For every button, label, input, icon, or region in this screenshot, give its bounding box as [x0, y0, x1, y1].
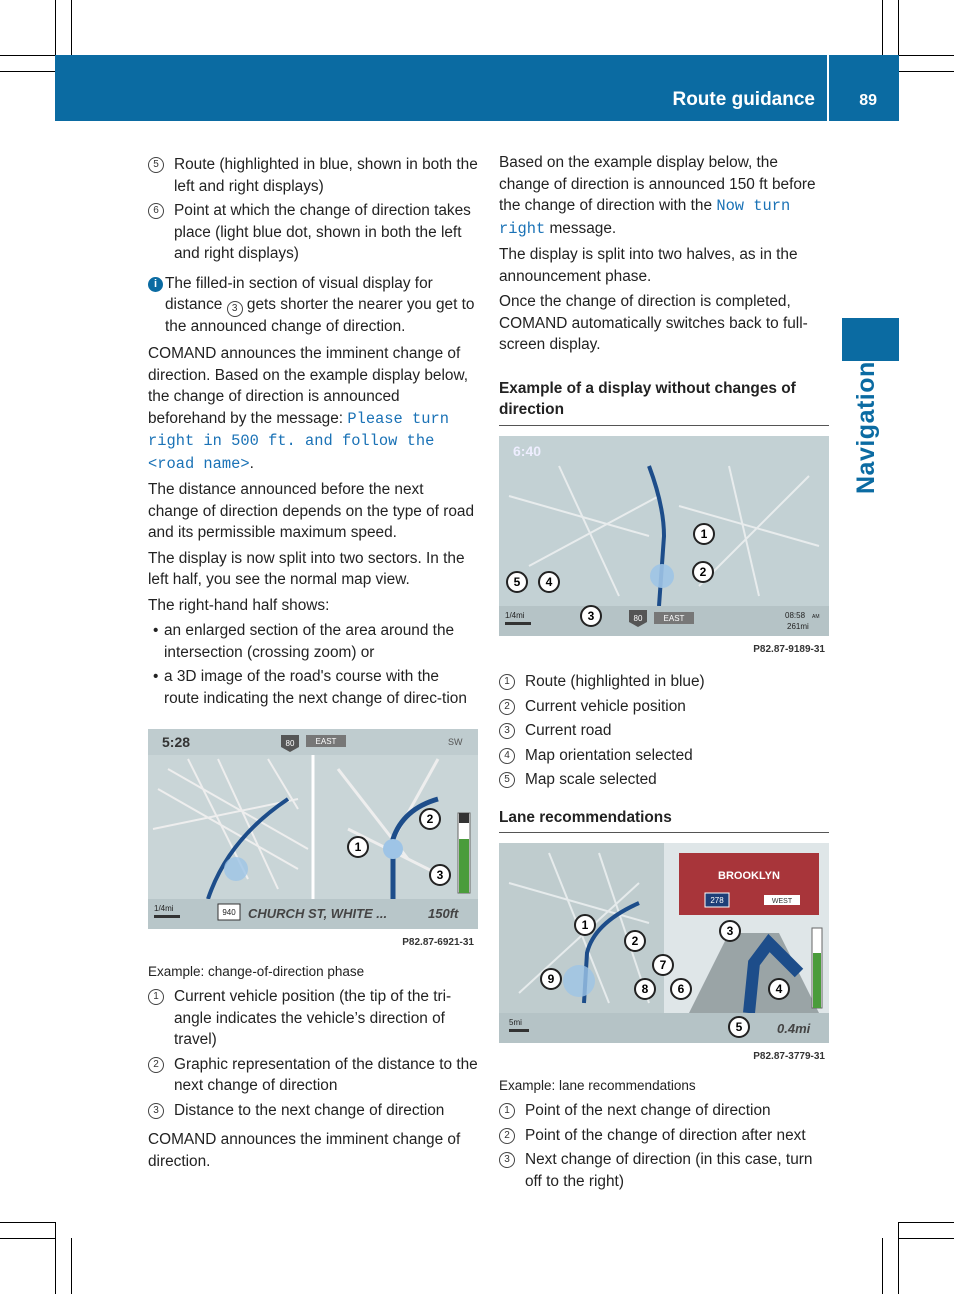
- list-item-text: Current road: [525, 722, 612, 739]
- crop-mark: [899, 55, 954, 56]
- callout-number: 4: [499, 748, 515, 764]
- crop-mark: [882, 0, 883, 55]
- paragraph-text: Based on the example display below, the change of direction is announced 150 ft before the change of direction with the: [499, 154, 816, 214]
- section-title: Route guidance: [672, 89, 815, 110]
- paragraph: The right-hand half shows:: [148, 596, 330, 614]
- figure-caption: Example: change-of-direction phase: [148, 963, 365, 979]
- scale-text: 5mi: [509, 1018, 522, 1027]
- callout-4: 4: [775, 982, 783, 996]
- paragraph-text: .: [249, 454, 254, 472]
- figure-reference: P82.87-6921-31: [148, 929, 478, 957]
- callout-8: 8: [641, 982, 649, 996]
- paragraph-text: COMAND announces the imminent change of direction. Based on the example display below, the change of direction is announced beforehand by the message:: [148, 345, 468, 427]
- callout-5: 5: [735, 1020, 743, 1034]
- scale-text: 1/4mi: [154, 904, 174, 913]
- figure-reference: P82.87-3779-31: [499, 1043, 829, 1071]
- callout-1: 1: [354, 840, 362, 854]
- section-heading: Example of a display without changes of direction: [499, 378, 829, 426]
- callout-6: 6: [677, 982, 685, 996]
- callout-2: 2: [426, 812, 434, 826]
- crop-mark: [0, 71, 55, 72]
- route-number: 940: [222, 908, 236, 917]
- figure-crossing-zoom: [148, 729, 478, 957]
- callout-7: 7: [659, 958, 667, 972]
- sign-direction: WEST: [771, 898, 793, 905]
- info-note: [148, 273, 478, 338]
- callout-number: 3: [148, 1103, 164, 1119]
- callout-3: 3: [587, 608, 595, 623]
- callout-number: 1: [499, 674, 515, 690]
- page-number: 89: [859, 92, 877, 109]
- list-item: [148, 1100, 478, 1122]
- map-display: [148, 729, 478, 929]
- info-icon: i: [148, 277, 163, 292]
- list-item-text: Route (highlighted in blue, shown in both the left and right displays): [174, 156, 478, 195]
- callout-number: 3: [499, 1152, 515, 1168]
- list-item-text: Point at which the change of direction takes place (light blue dot, shown in both the left and right displays): [174, 202, 471, 262]
- figure-caption: Example: lane recommendations: [499, 1077, 696, 1093]
- crop-mark: [55, 0, 56, 55]
- list-item: [499, 696, 829, 718]
- list-item-text: Next change of direction (in this case, turn off to the right): [525, 1151, 813, 1190]
- list-item: [499, 671, 829, 693]
- callout-number: 5: [148, 157, 164, 173]
- left-column: [148, 154, 478, 1176]
- list-item-text: Point of the next change of direction: [525, 1102, 771, 1119]
- list-fig2: [499, 671, 829, 791]
- crop-mark: [898, 0, 899, 55]
- paragraph: [148, 343, 478, 475]
- clock-text: 6:40: [513, 442, 542, 459]
- paragraph: [499, 152, 829, 240]
- list-item-text: Route (highlighted in blue): [525, 673, 705, 690]
- callout-3: 3: [436, 868, 444, 882]
- callout-2: 2: [631, 934, 639, 948]
- list-item: [499, 720, 829, 742]
- callout-3: 3: [726, 924, 734, 938]
- crop-mark: [0, 1238, 55, 1239]
- list-item: [499, 1149, 829, 1192]
- callout-5: 5: [513, 574, 521, 589]
- callout-9: 9: [547, 972, 555, 986]
- callout-number: 3: [227, 301, 243, 317]
- list-item: [499, 745, 829, 767]
- bullet-item: • an enlarged section of the area around the intersection (crossing zoom) or: [148, 620, 478, 663]
- crop-mark: [882, 1238, 883, 1294]
- crop-mark: [899, 1238, 954, 1239]
- callout-number: 1: [499, 1103, 515, 1119]
- heading-text: SW: [448, 737, 463, 747]
- direction-text: EAST: [663, 613, 685, 623]
- paragraph: Once the change of direction is completed, COMAND automatically switches back to full-screen display.: [499, 293, 808, 353]
- remaining-distance: 261mi: [787, 621, 809, 631]
- callout-1: 1: [700, 526, 708, 541]
- info-note-text: The filled-in section of visual display for distance: [165, 274, 433, 313]
- bullet-item: • a 3D image of the road's course with the route indicating the next change of direc-tion: [148, 666, 478, 709]
- callout-1: 1: [581, 918, 589, 932]
- list-item: [499, 769, 829, 791]
- list-item: [148, 154, 478, 197]
- road-shield-number: 80: [633, 613, 643, 623]
- callout-number: 2: [499, 1128, 515, 1144]
- arrival-time: 08:58: [785, 610, 806, 620]
- crop-mark: [0, 55, 55, 56]
- figure-no-direction-change: [499, 436, 829, 664]
- side-tab: [842, 318, 899, 361]
- list-item: [148, 1054, 478, 1097]
- list-item-text: Point of the change of direction after next: [525, 1126, 806, 1144]
- paragraph: The display is split into two halves, as in the announcement phase.: [499, 246, 798, 285]
- list-item-text: Graphic representation of the distance to the next change of direction: [174, 1055, 478, 1094]
- list-item-text: Current vehicle position (the tip of the tri-angle indicates the vehicle’s direction of travel): [174, 988, 452, 1048]
- system-message: Now turn right: [499, 197, 791, 238]
- crop-mark: [0, 1222, 55, 1223]
- callout-number: 1: [148, 989, 164, 1005]
- crop-mark: [71, 1238, 72, 1294]
- side-tab-label: Navigation: [852, 361, 880, 494]
- direction-text: EAST: [315, 737, 337, 746]
- list-item: [499, 1100, 829, 1122]
- page-header: [55, 55, 899, 121]
- list-item-text: Current vehicle position: [525, 697, 686, 715]
- section-heading: Lane recommendations: [499, 807, 829, 834]
- paragraph: COMAND announces the imminent change of direction.: [148, 1131, 461, 1170]
- list-item: [499, 1125, 829, 1147]
- callout-number: 2: [499, 699, 515, 715]
- crop-mark: [71, 0, 72, 55]
- callout-number: 2: [148, 1057, 164, 1073]
- callout-2: 2: [699, 564, 707, 579]
- right-column: [499, 152, 829, 1195]
- system-message: Please turn right in 500 ft. and follow the <road name>: [148, 409, 449, 473]
- figure-reference: P82.87-9189-31: [499, 636, 829, 664]
- crop-mark: [898, 1222, 899, 1294]
- distance-text: 150ft: [428, 906, 459, 921]
- list-item-text: Map orientation selected: [525, 746, 693, 764]
- road-shield-number: 80: [285, 739, 295, 748]
- distance-text: 0.4mi: [777, 1021, 811, 1036]
- paragraph: The display is now split into two sectors. In the left half, you see the normal map view.: [148, 549, 465, 588]
- sign-city: BROOKLYN: [718, 870, 780, 882]
- callout-number: 5: [499, 772, 515, 788]
- paragraph-text: message.: [545, 219, 617, 237]
- list-item-text: Map scale selected: [525, 771, 657, 788]
- callout-number: 3: [499, 723, 515, 739]
- list-item: [148, 986, 478, 1051]
- crop-mark: [899, 71, 954, 72]
- crop-mark: [899, 1222, 954, 1223]
- map-display: [499, 436, 829, 636]
- callout-4: 4: [545, 574, 553, 589]
- map-display: [499, 843, 829, 1043]
- clock-text: 5:28: [162, 734, 191, 750]
- info-note-text: gets shorter the nearer you get to the announced change of direction.: [165, 296, 475, 335]
- paragraph: The distance announced before the next change of direction depends on the type of road and its permissible maximum speed.: [148, 481, 475, 541]
- scale-text: 1/4mi: [505, 610, 525, 620]
- arrival-time-suffix: AM: [812, 613, 820, 620]
- street-name: CHURCH ST, WHITE ...: [248, 906, 388, 921]
- crop-mark: [55, 1222, 56, 1294]
- list-item-text: Distance to the next change of direction: [174, 1101, 445, 1119]
- sign-road-number: 278: [710, 896, 724, 905]
- callout-number: 6: [148, 203, 164, 219]
- figure-lane-recommendations: [499, 843, 829, 1071]
- list-item: [148, 200, 478, 265]
- header-divider: [827, 55, 829, 121]
